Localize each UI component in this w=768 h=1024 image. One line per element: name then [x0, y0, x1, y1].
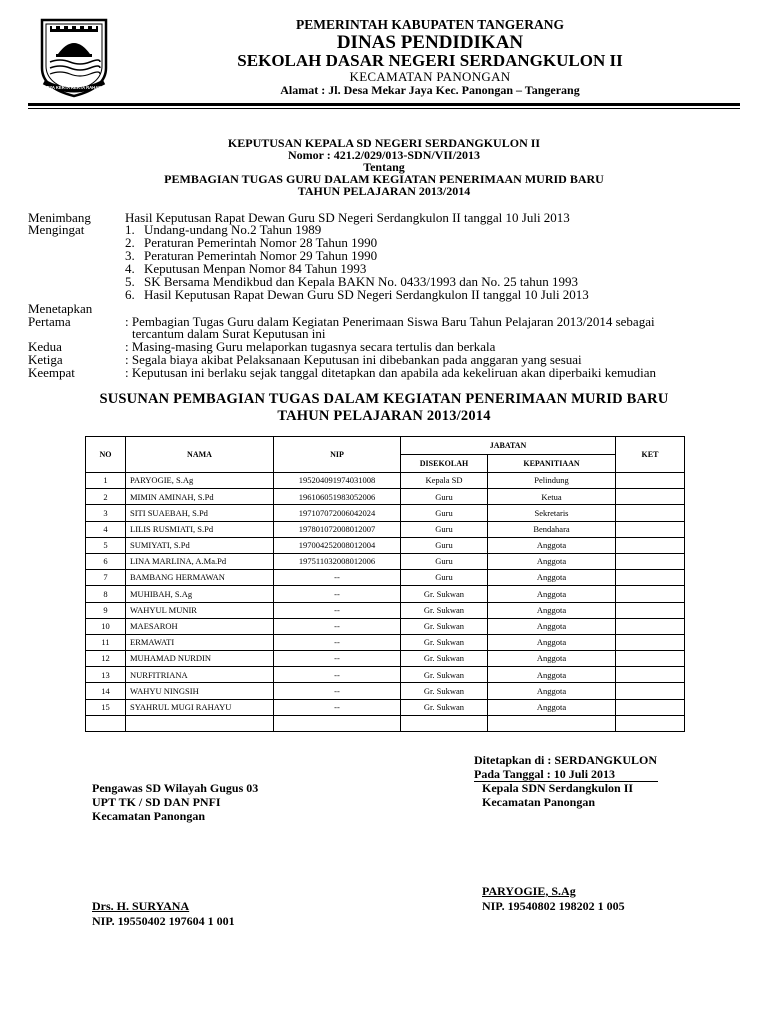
cell-ket	[616, 618, 685, 634]
cell-nama: MAESAROH	[126, 618, 274, 634]
table-row	[86, 715, 685, 731]
cell-disekolah: Guru	[401, 537, 488, 553]
kedua-text: : Masing-masing Guru melaporkan tugasnya secara tertulis dan berkala	[125, 339, 496, 354]
cell-nip: 197511032008012006	[274, 553, 401, 569]
cell-ket	[616, 521, 685, 537]
menimbang-label: Menimbang	[28, 210, 91, 225]
table-row	[86, 602, 685, 618]
mengingat-item-number: 1.	[125, 222, 135, 237]
cell-nip: --	[274, 618, 401, 634]
header-school: SEKOLAH DASAR NEGERI SERDANGKULON II	[237, 51, 623, 70]
ketiga-text: : Segala biaya akibat Pelaksanaan Keputusan ini dibebankan pada anggaran yang sesuai	[125, 352, 582, 367]
cell-no: 3	[86, 505, 126, 521]
cell-kepanitiaan: Anggota	[488, 586, 616, 602]
cell-nama: MIMIN AMINAH, S.Pd	[126, 489, 274, 505]
cell-ket	[616, 473, 685, 489]
cell-nip: 196106051983052006	[274, 489, 401, 505]
cell-nama: SYAHRUL MUGI RAHAYU	[126, 699, 274, 715]
cell-ket	[616, 634, 685, 650]
cell-no: 2	[86, 489, 126, 505]
mengingat-item-number: 6.	[125, 287, 135, 302]
table-title-line2: TAHUN PELAJARAN 2013/2014	[277, 408, 491, 424]
table-row	[86, 699, 685, 715]
pada-tanggal: Pada Tanggal : 10 Juli 2013	[474, 767, 616, 781]
ketiga-label: Ketiga	[28, 352, 63, 367]
regency-emblem-logo	[36, 14, 112, 98]
mengingat-item-text: Keputusan Menpan Nomor 84 Tahun 1993	[144, 261, 367, 276]
cell-ket	[616, 667, 685, 683]
cell-kepanitiaan: Ketua	[488, 489, 616, 505]
cell-disekolah: Gr. Sukwan	[401, 667, 488, 683]
cell-kepanitiaan: Bendahara	[488, 521, 616, 537]
cell-nip	[274, 715, 401, 731]
mengingat-item-number: 5.	[125, 274, 135, 289]
cell-ket	[616, 602, 685, 618]
pertama-text-1: : Pembagian Tugas Guru dalam Kegiatan Penerimaan Siswa Baru Tahun Pelajaran 2013/2014 sebagai	[125, 314, 655, 329]
cell-kepanitiaan: Anggota	[488, 699, 616, 715]
cell-ket	[616, 699, 685, 715]
cell-nip: 197004252008012004	[274, 537, 401, 553]
cell-kepanitiaan: Anggota	[488, 602, 616, 618]
cell-disekolah: Gr. Sukwan	[401, 634, 488, 650]
left-signer-title-2: UPT TK / SD DAN PNFI	[92, 795, 221, 809]
cell-disekolah: Gr. Sukwan	[401, 586, 488, 602]
cell-nip: 197107072006042024	[274, 505, 401, 521]
decree-number: Nomor : 421.2/029/013-SDN/VII/2013	[287, 148, 481, 162]
cell-no: 4	[86, 521, 126, 537]
cell-no	[86, 715, 126, 731]
cell-ket	[616, 537, 685, 553]
cell-nip: --	[274, 683, 401, 699]
cell-nip: --	[274, 570, 401, 586]
cell-kepanitiaan: Anggota	[488, 570, 616, 586]
decree-year: TAHUN PELAJARAN 2013/2014	[297, 184, 471, 198]
mengingat-item-text: SK Bersama Mendikbud dan Kepala BAKN No. 0433/1993 dan No. 25 tahun 1993	[144, 274, 578, 289]
table-row	[86, 553, 685, 569]
cell-no: 6	[86, 553, 126, 569]
cell-disekolah: Gr. Sukwan	[401, 618, 488, 634]
table-row	[86, 586, 685, 602]
cell-kepanitiaan: Anggota	[488, 667, 616, 683]
decree-about: Tentang	[363, 160, 405, 174]
mengingat-item-text: Undang-undang No.2 Tahun 1989	[144, 222, 322, 237]
cell-kepanitiaan: Anggota	[488, 553, 616, 569]
cell-ket	[616, 586, 685, 602]
cell-nip: 195204091974031008	[274, 473, 401, 489]
cell-ket	[616, 553, 685, 569]
left-signer-name: Drs. H. SURYANA	[92, 899, 190, 913]
table-row	[86, 521, 685, 537]
cell-ket	[616, 489, 685, 505]
cell-no: 9	[86, 602, 126, 618]
col-header-no: NO	[86, 437, 126, 473]
table-row	[86, 570, 685, 586]
decree-title: KEPUTUSAN KEPALA SD NEGERI SERDANGKULON II	[227, 136, 541, 150]
left-signer-title-1: Pengawas SD Wilayah Gugus 03	[92, 781, 259, 795]
left-signer-title-3: Kecamatan Panongan	[92, 809, 206, 823]
col-header-ket: KET	[616, 437, 685, 473]
letterhead-thin-rule	[28, 108, 740, 109]
table-row	[86, 489, 685, 505]
cell-nama: SUMIYATI, S.Pd	[126, 537, 274, 553]
cell-disekolah: Gr. Sukwan	[401, 683, 488, 699]
cell-nip: --	[274, 699, 401, 715]
logo-motto: SATYA KERTA KERTA RAHARJA	[41, 85, 107, 90]
cell-no: 8	[86, 586, 126, 602]
cell-ket	[616, 683, 685, 699]
left-signer-nip: NIP. 19550402 197604 1 001	[92, 914, 235, 928]
header-district: KECAMATAN PANONGAN	[349, 69, 511, 84]
cell-disekolah: Gr. Sukwan	[401, 651, 488, 667]
staff-assignment-table	[85, 436, 685, 732]
staff-table-body	[86, 473, 685, 732]
menimbang-text: Hasil Keputusan Rapat Dewan Guru SD Negeri Serdangkulon II tanggal 10 Juli 2013	[125, 210, 570, 225]
cell-kepanitiaan: Anggota	[488, 537, 616, 553]
cell-kepanitiaan: Pelindung	[488, 473, 616, 489]
header-government: PEMERINTAH KABUPATEN TANGERANG	[295, 17, 565, 32]
table-row	[86, 651, 685, 667]
table-row	[86, 683, 685, 699]
cell-nama: ERMAWATI	[126, 634, 274, 650]
mengingat-label: Mengingat	[28, 222, 85, 237]
col-header-jabatan: JABATAN	[401, 437, 616, 455]
cell-nip: --	[274, 586, 401, 602]
cell-kepanitiaan: Anggota	[488, 634, 616, 650]
mengingat-item-text: Hasil Keputusan Rapat Dewan Guru SD Negeri Serdangkulon II tanggal 10 Juli 2013	[144, 287, 589, 302]
cell-ket	[616, 715, 685, 731]
cell-kepanitiaan	[488, 715, 616, 731]
cell-no: 5	[86, 537, 126, 553]
table-row	[86, 667, 685, 683]
cell-disekolah: Kepala SD	[401, 473, 488, 489]
mengingat-item-text: Peraturan Pemerintah Nomor 28 Tahun 1990	[144, 235, 378, 250]
cell-ket	[616, 505, 685, 521]
cell-ket	[616, 570, 685, 586]
cell-nama: NURFITRIANA	[126, 667, 274, 683]
table-row	[86, 537, 685, 553]
cell-disekolah: Gr. Sukwan	[401, 699, 488, 715]
cell-nama: LINA MARLINA, A.Ma.Pd	[126, 553, 274, 569]
right-signer-title-2: Kecamatan Panongan	[482, 795, 596, 809]
keempat-label: Keempat	[28, 365, 75, 380]
right-signer-name: PARYOGIE, S.Ag	[482, 884, 576, 898]
keempat-text: : Keputusan ini berlaku sejak tanggal ditetapkan dan apabila ada kekeliruan akan diperbaiki kemudian	[125, 365, 657, 380]
table-row	[86, 505, 685, 521]
col-header-disekolah: DISEKOLAH	[401, 455, 488, 473]
letterhead-thick-rule	[28, 103, 740, 106]
col-header-nama: NAMA	[126, 437, 274, 473]
cell-no: 7	[86, 570, 126, 586]
table-title-line1: SUSUNAN PEMBAGIAN TUGAS DALAM KEGIATAN PENERIMAAN MURID BARU	[99, 391, 669, 407]
pertama-text-2: tercantum dalam Surat Keputusan ini	[132, 326, 326, 341]
cell-no: 13	[86, 667, 126, 683]
cell-disekolah	[401, 715, 488, 731]
cell-nama: SITI SUAEBAH, S.Pd	[126, 505, 274, 521]
cell-nama: BAMBANG HERMAWAN	[126, 570, 274, 586]
menetapkan-label: Menetapkan	[28, 301, 93, 316]
cell-no: 1	[86, 473, 126, 489]
table-row	[86, 634, 685, 650]
cell-disekolah: Guru	[401, 570, 488, 586]
cell-kepanitiaan: Anggota	[488, 651, 616, 667]
cell-disekolah: Guru	[401, 489, 488, 505]
cell-nama: MUHIBAH, S.Ag	[126, 586, 274, 602]
cell-nip: --	[274, 667, 401, 683]
cell-nip: 197801072008012007	[274, 521, 401, 537]
cell-no: 14	[86, 683, 126, 699]
cell-nip: --	[274, 651, 401, 667]
mengingat-item-text: Peraturan Pemerintah Nomor 29 Tahun 1990	[144, 248, 378, 263]
right-signer-title-1: Kepala SDN Serdangkulon II	[482, 781, 634, 795]
cell-kepanitiaan: Sekretaris	[488, 505, 616, 521]
table-row	[86, 618, 685, 634]
header-address: Alamat : Jl. Desa Mekar Jaya Kec. Panongan – Tangerang	[280, 83, 580, 97]
cell-disekolah: Gr. Sukwan	[401, 602, 488, 618]
cell-nama: MUHAMAD NURDIN	[126, 651, 274, 667]
cell-ket	[616, 651, 685, 667]
cell-kepanitiaan: Anggota	[488, 618, 616, 634]
cell-disekolah: Guru	[401, 505, 488, 521]
right-signer-nip: NIP. 19540802 198202 1 005	[482, 899, 625, 913]
cell-disekolah: Guru	[401, 521, 488, 537]
kedua-label: Kedua	[28, 339, 62, 354]
cell-nama: WAHYUL MUNIR	[126, 602, 274, 618]
cell-nip: --	[274, 634, 401, 650]
cell-kepanitiaan: Anggota	[488, 683, 616, 699]
cell-no: 12	[86, 651, 126, 667]
mengingat-item-number: 4.	[125, 261, 135, 276]
col-header-nip: NIP	[274, 437, 401, 473]
col-header-kepanitiaan: KEPANITIAAN	[488, 455, 616, 473]
ditetapkan-di: Ditetapkan di : SERDANGKULON	[474, 753, 658, 767]
cell-disekolah: Guru	[401, 553, 488, 569]
cell-nip: --	[274, 602, 401, 618]
cell-nama: LILIS RUSMIATI, S.Pd	[126, 521, 274, 537]
cell-nama: WAHYU NINGSIH	[126, 683, 274, 699]
cell-nama	[126, 715, 274, 731]
table-row	[86, 473, 685, 489]
cell-nama: PARYOGIE, S.Ag	[126, 473, 274, 489]
pertama-label: Pertama	[28, 314, 71, 329]
header-department: DINAS PENDIDIKAN	[336, 32, 524, 53]
cell-no: 11	[86, 634, 126, 650]
decree-subject: PEMBAGIAN TUGAS GURU DALAM KEGIATAN PENERIMAAN MURID BARU	[164, 172, 604, 186]
cell-no: 10	[86, 618, 126, 634]
cell-no: 15	[86, 699, 126, 715]
mengingat-item-number: 2.	[125, 235, 135, 250]
mengingat-item-number: 3.	[125, 248, 135, 263]
